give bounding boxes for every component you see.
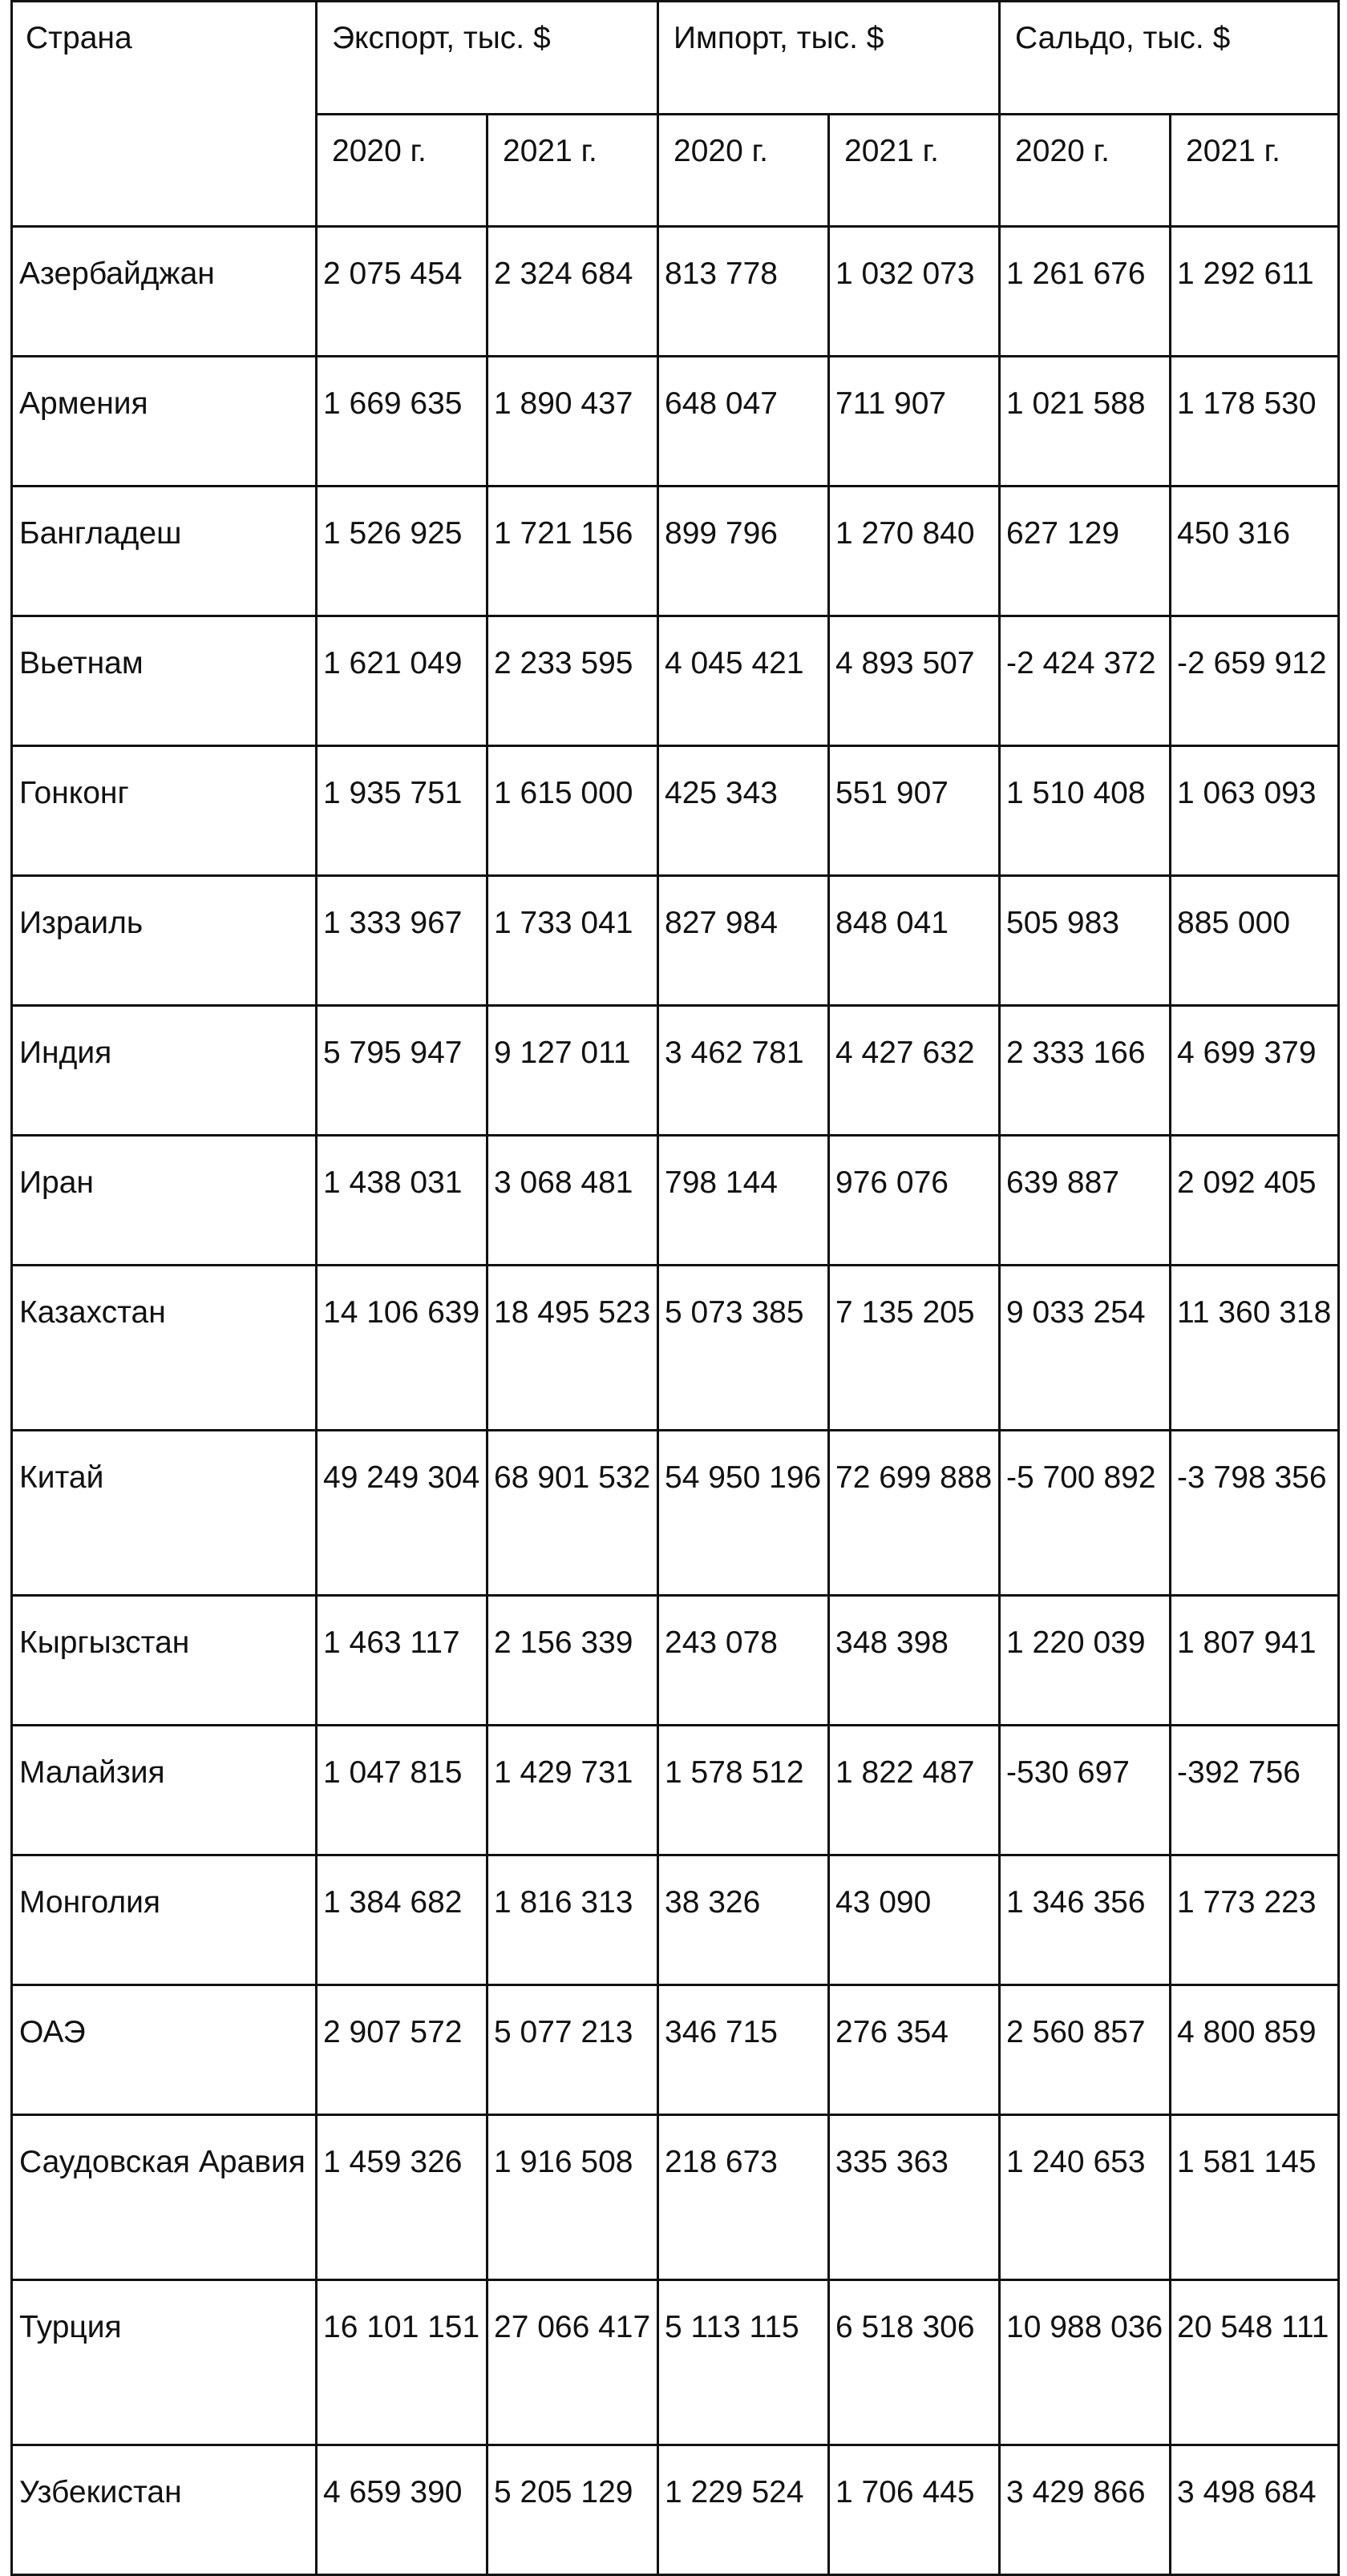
- import-2021-cell: 711 907: [829, 357, 1000, 487]
- country-cell: Узбекистан: [12, 2445, 317, 2575]
- export-2021-cell: 27 066 417: [487, 2280, 658, 2445]
- table-row: [12, 1266, 1339, 1431]
- export-2021-cell: 18 495 523: [487, 1266, 658, 1431]
- table-row: [12, 2280, 1339, 2445]
- balance-2021-cell: 11 360 318: [1171, 1266, 1339, 1431]
- table-row: [12, 1726, 1339, 1855]
- balance-2021-cell: 1 807 941: [1171, 1596, 1339, 1726]
- table-row: [12, 1985, 1339, 2115]
- import-2020-cell: 5 113 115: [658, 2280, 829, 2445]
- import-2021-cell: 7 135 205: [829, 1266, 1000, 1431]
- balance-2020-cell: 2 333 166: [1000, 1006, 1171, 1136]
- export-2021-cell: 1 816 313: [487, 1855, 658, 1985]
- import-2021-cell: 1 032 073: [829, 227, 1000, 357]
- import-2021-cell: 348 398: [829, 1596, 1000, 1726]
- balance-2021-cell: 2 092 405: [1171, 1136, 1339, 1266]
- balance-2021-cell: 1 063 093: [1171, 746, 1339, 876]
- balance-2021-cell: -3 798 356: [1171, 1431, 1339, 1596]
- import-2020-cell: 54 950 196: [658, 1431, 829, 1596]
- export-2020-cell: 4 659 390: [317, 2445, 487, 2575]
- balance-2020-cell: 1 021 588: [1000, 357, 1171, 487]
- export-2021-cell: 2 324 684: [487, 227, 658, 357]
- import-2021-cell: 1 822 487: [829, 1726, 1000, 1855]
- country-cell: Монголия: [12, 1855, 317, 1985]
- country-cell: Азербайджан: [12, 227, 317, 357]
- trade-table: [10, 0, 1340, 2576]
- country-cell: Вьетнам: [12, 616, 317, 746]
- import-2020-cell: 5 073 385: [658, 1266, 829, 1431]
- header-export: Экспорт, тыс. $: [317, 2, 658, 115]
- import-2021-cell: 4 427 632: [829, 1006, 1000, 1136]
- import-2020-cell: 648 047: [658, 357, 829, 487]
- export-2020-cell: 49 249 304: [317, 1431, 487, 1596]
- country-cell: Армения: [12, 357, 317, 487]
- country-cell: Гонконг: [12, 746, 317, 876]
- table-row: [12, 357, 1339, 487]
- import-2020-cell: 798 144: [658, 1136, 829, 1266]
- country-cell: Малайзия: [12, 1726, 317, 1855]
- import-2020-cell: 38 326: [658, 1855, 829, 1985]
- country-cell: Индия: [12, 1006, 317, 1136]
- export-2020-cell: 1 526 925: [317, 487, 487, 616]
- balance-2020-cell: -2 424 372: [1000, 616, 1171, 746]
- header-balance: Сальдо, тыс. $: [1000, 2, 1339, 115]
- export-2021-cell: 1 429 731: [487, 1726, 658, 1855]
- table-body: [12, 227, 1339, 2575]
- header-row-groups: [12, 2, 1339, 115]
- country-cell: Израиль: [12, 876, 317, 1006]
- export-2021-cell: 2 233 595: [487, 616, 658, 746]
- balance-2020-cell: 9 033 254: [1000, 1266, 1171, 1431]
- export-2021-cell: 1 615 000: [487, 746, 658, 876]
- table-row: [12, 1596, 1339, 1726]
- balance-2020-cell: 627 129: [1000, 487, 1171, 616]
- table-row: [12, 616, 1339, 746]
- balance-2020-cell: 1 510 408: [1000, 746, 1171, 876]
- balance-2021-cell: 4 800 859: [1171, 1985, 1339, 2115]
- balance-2021-cell: -2 659 912: [1171, 616, 1339, 746]
- balance-2021-cell: 1 178 530: [1171, 357, 1339, 487]
- export-2020-cell: 16 101 151: [317, 2280, 487, 2445]
- balance-2020-cell: -5 700 892: [1000, 1431, 1171, 1596]
- export-2021-cell: 9 127 011: [487, 1006, 658, 1136]
- table-row: [12, 1431, 1339, 1596]
- import-2021-cell: 43 090: [829, 1855, 1000, 1985]
- balance-2020-cell: 1 261 676: [1000, 227, 1171, 357]
- import-2020-cell: 827 984: [658, 876, 829, 1006]
- export-2020-cell: 1 669 635: [317, 357, 487, 487]
- import-2021-cell: 4 893 507: [829, 616, 1000, 746]
- header-year-export-2021: 2021 г.: [487, 115, 658, 227]
- export-2020-cell: 5 795 947: [317, 1006, 487, 1136]
- export-2021-cell: 5 205 129: [487, 2445, 658, 2575]
- balance-2020-cell: 1 240 653: [1000, 2115, 1171, 2280]
- balance-2021-cell: 4 699 379: [1171, 1006, 1339, 1136]
- table-row: [12, 2445, 1339, 2575]
- import-2021-cell: 72 699 888: [829, 1431, 1000, 1596]
- country-cell: Китай: [12, 1431, 317, 1596]
- export-2020-cell: 1 459 326: [317, 2115, 487, 2280]
- table-row: [12, 746, 1339, 876]
- import-2020-cell: 243 078: [658, 1596, 829, 1726]
- export-2020-cell: 1 047 815: [317, 1726, 487, 1855]
- import-2020-cell: 813 778: [658, 227, 829, 357]
- balance-2021-cell: 885 000: [1171, 876, 1339, 1006]
- export-2021-cell: 5 077 213: [487, 1985, 658, 2115]
- balance-2020-cell: 3 429 866: [1000, 2445, 1171, 2575]
- import-2021-cell: 335 363: [829, 2115, 1000, 2280]
- table-row: [12, 227, 1339, 357]
- balance-2021-cell: 1 581 145: [1171, 2115, 1339, 2280]
- import-2020-cell: 218 673: [658, 2115, 829, 2280]
- export-2020-cell: 1 438 031: [317, 1136, 487, 1266]
- import-2020-cell: 4 045 421: [658, 616, 829, 746]
- import-2021-cell: 551 907: [829, 746, 1000, 876]
- export-2020-cell: 1 384 682: [317, 1855, 487, 1985]
- import-2020-cell: 3 462 781: [658, 1006, 829, 1136]
- import-2021-cell: 1 270 840: [829, 487, 1000, 616]
- header-year-balance-2021: 2021 г.: [1171, 115, 1339, 227]
- export-2021-cell: 2 156 339: [487, 1596, 658, 1726]
- import-2021-cell: 276 354: [829, 1985, 1000, 2115]
- export-2021-cell: 68 901 532: [487, 1431, 658, 1596]
- import-2020-cell: 899 796: [658, 487, 829, 616]
- export-2021-cell: 3 068 481: [487, 1136, 658, 1266]
- balance-2021-cell: 20 548 111: [1171, 2280, 1339, 2445]
- export-2020-cell: 1 333 967: [317, 876, 487, 1006]
- import-2020-cell: 1 578 512: [658, 1726, 829, 1855]
- export-2021-cell: 1 721 156: [487, 487, 658, 616]
- header-country: Страна: [12, 2, 317, 227]
- country-cell: ОАЭ: [12, 1985, 317, 2115]
- balance-2020-cell: 2 560 857: [1000, 1985, 1171, 2115]
- balance-2020-cell: 1 346 356: [1000, 1855, 1171, 1985]
- import-2021-cell: 848 041: [829, 876, 1000, 1006]
- import-2021-cell: 6 518 306: [829, 2280, 1000, 2445]
- balance-2021-cell: 3 498 684: [1171, 2445, 1339, 2575]
- header-year-import-2020: 2020 г.: [658, 115, 829, 227]
- table-header: [12, 2, 1339, 227]
- country-cell: Иран: [12, 1136, 317, 1266]
- header-year-import-2021: 2021 г.: [829, 115, 1000, 227]
- balance-2020-cell: 1 220 039: [1000, 1596, 1171, 1726]
- country-cell: Турция: [12, 2280, 317, 2445]
- export-2020-cell: 14 106 639: [317, 1266, 487, 1431]
- balance-2020-cell: 639 887: [1000, 1136, 1171, 1266]
- table-row: [12, 487, 1339, 616]
- export-2021-cell: 1 733 041: [487, 876, 658, 1006]
- header-import: Импорт, тыс. $: [658, 2, 1000, 115]
- header-year-export-2020: 2020 г.: [317, 115, 487, 227]
- balance-2021-cell: -392 756: [1171, 1726, 1339, 1855]
- import-2021-cell: 1 706 445: [829, 2445, 1000, 2575]
- export-2020-cell: 1 935 751: [317, 746, 487, 876]
- balance-2021-cell: 1 773 223: [1171, 1855, 1339, 1985]
- import-2021-cell: 976 076: [829, 1136, 1000, 1266]
- export-2020-cell: 2 907 572: [317, 1985, 487, 2115]
- table-row: [12, 1136, 1339, 1266]
- export-2020-cell: 1 621 049: [317, 616, 487, 746]
- header-year-balance-2020: 2020 г.: [1000, 115, 1171, 227]
- table-row: [12, 1006, 1339, 1136]
- export-2021-cell: 1 890 437: [487, 357, 658, 487]
- balance-2021-cell: 1 292 611: [1171, 227, 1339, 357]
- balance-2020-cell: 10 988 036: [1000, 2280, 1171, 2445]
- import-2020-cell: 425 343: [658, 746, 829, 876]
- import-2020-cell: 1 229 524: [658, 2445, 829, 2575]
- export-2021-cell: 1 916 508: [487, 2115, 658, 2280]
- balance-2021-cell: 450 316: [1171, 487, 1339, 616]
- import-2020-cell: 346 715: [658, 1985, 829, 2115]
- table-row: [12, 2115, 1339, 2280]
- balance-2020-cell: -530 697: [1000, 1726, 1171, 1855]
- country-cell: Кыргызстан: [12, 1596, 317, 1726]
- table-row: [12, 876, 1339, 1006]
- export-2020-cell: 2 075 454: [317, 227, 487, 357]
- country-cell: Бангладеш: [12, 487, 317, 616]
- export-2020-cell: 1 463 117: [317, 1596, 487, 1726]
- balance-2020-cell: 505 983: [1000, 876, 1171, 1006]
- country-cell: Саудовская Аравия: [12, 2115, 317, 2280]
- table-row: [12, 1855, 1339, 1985]
- country-cell: Казахстан: [12, 1266, 317, 1431]
